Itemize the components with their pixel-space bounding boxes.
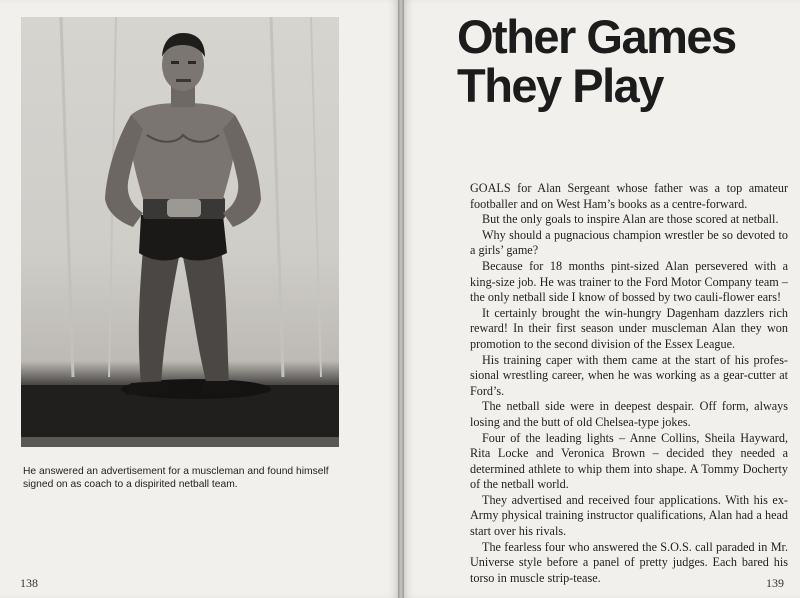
article-paragraph: The fearless four who answered the S.O.S. call paraded in Mr. Universe style before a panel of pretty judges. Each bared his torso in muscle strip-tease. [470, 539, 788, 585]
article-paragraph: Because for 18 months pint-sized Alan persevered with a king-size job. He was trainer to the Ford Motor Company team – the only netball side I know of bossed by two cauli-flower ears! [470, 258, 788, 305]
article-paragraph: The netball side were in deepest despair. Off form, always losing and the butt of old Chelsea-type jokes. [470, 399, 788, 429]
article-paragraph: It certainly brought the win-hungry Dagenham dazzlers rich reward! In their first season under muscleman Alan they won promotion to the second division of the Essex League. [470, 305, 788, 351]
article-paragraph: They advertised and received four applications. With his ex-Army physical training instructor qualifications, Alan had a head start over his rivals. [470, 492, 788, 539]
article-paragraph: Four of the leading lights – Anne Collins, Sheila Hayward, Rita Locke and Veronica Brown – decided they needed a determined athlete to whip them into shape. A Tommy Docherty of the netball world. [470, 430, 788, 492]
wrestler-photo [21, 17, 339, 447]
headline-line-1: Other Games [457, 10, 736, 63]
left-page [0, 0, 398, 598]
page-number-left: 138 [20, 576, 38, 590]
article-paragraph: GOALS for Alan Sergeant whose father was a top amateur footballer and on West Ham’s books as a centre-forward. [470, 181, 788, 211]
article-headline [457, 12, 797, 110]
right-page [404, 0, 800, 598]
article-paragraph: Why should a pugnacious champion wrestler be so devoted to a girls’ game? [470, 227, 788, 258]
article-paragraph: His training caper with them came at the start of his profes-sional wrestling career, when he was working as a gear-cutter at Ford’s. [470, 352, 788, 398]
photo-caption: He answered an advertisement for a muscleman and found himself signed on as coach to a dispirited netball team. [23, 466, 329, 490]
article-body [470, 181, 788, 586]
article-paragraph: But the only goals to inspire Alan are those scored at netball. [482, 212, 779, 227]
page-number-right: 139 [766, 576, 784, 590]
wrestler-photo-illustration [21, 17, 339, 447]
headline-line-2: They Play [457, 59, 663, 112]
